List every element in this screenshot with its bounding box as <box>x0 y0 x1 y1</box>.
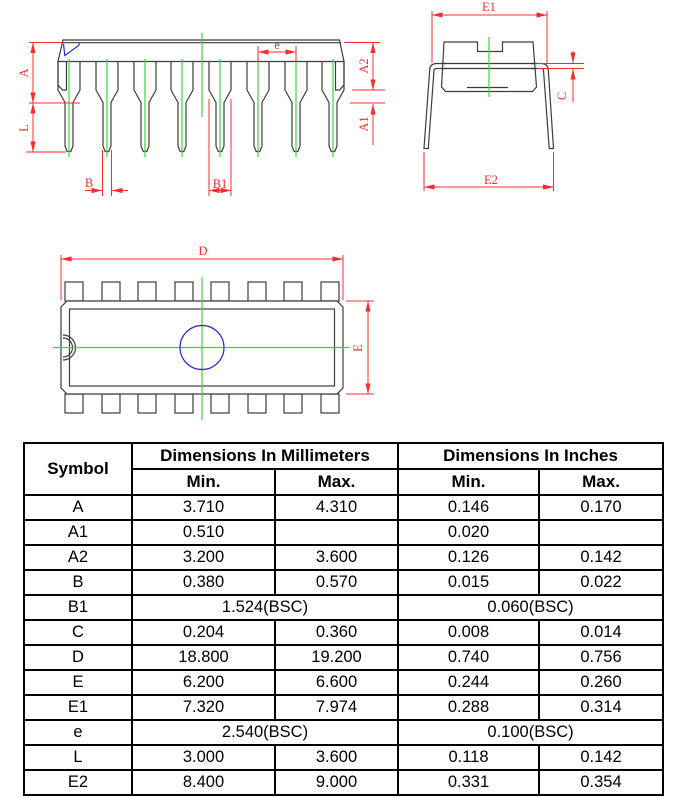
table-row <box>24 495 663 520</box>
col-header-inch: Dimensions In Inches <box>398 443 663 469</box>
cell-in-max: 0.354 <box>539 770 663 795</box>
dim-label-L: L <box>17 124 31 132</box>
cell-in-span: 0.100(BSC) <box>398 720 663 745</box>
col-header-in-max: Max. <box>539 469 663 495</box>
cell-in-max: 0.014 <box>539 620 663 645</box>
cell-mm-max: 0.360 <box>275 620 398 645</box>
table-row <box>24 770 663 795</box>
cell-mm-min: 0.510 <box>132 520 275 545</box>
cell-symbol: B <box>24 570 132 595</box>
cell-mm-min: 8.400 <box>132 770 275 795</box>
dim-label-E2: E2 <box>484 173 498 187</box>
table-row <box>24 570 663 595</box>
cell-mm-max: 0.570 <box>275 570 398 595</box>
lead-left <box>424 64 447 149</box>
col-header-symbol: Symbol <box>24 443 132 495</box>
cell-in-min: 0.331 <box>398 770 539 795</box>
table-row <box>24 545 663 570</box>
table-row <box>24 645 663 670</box>
cell-in-max: 0.260 <box>539 670 663 695</box>
dim-label-A1: A1 <box>357 116 371 132</box>
dim-label-A2: A2 <box>357 58 371 74</box>
cell-symbol: A <box>24 495 132 520</box>
cell-in-max: 0.142 <box>539 545 663 570</box>
cell-mm-max: 3.600 <box>275 745 398 770</box>
cell-symbol: e <box>24 720 132 745</box>
top-view <box>53 244 374 420</box>
cell-symbol: A2 <box>24 545 132 570</box>
side-view-body <box>58 40 344 90</box>
cell-symbol: E1 <box>24 695 132 720</box>
table-row <box>24 670 663 695</box>
cell-mm-min: 18.800 <box>132 645 275 670</box>
dim-label-B: B <box>84 176 94 190</box>
dim-label-E: E <box>351 344 365 352</box>
dimension-table <box>23 442 664 796</box>
dim-label-C: C <box>555 91 569 101</box>
col-header-mm-max: Max. <box>275 469 398 495</box>
header-row-1 <box>24 443 663 469</box>
cell-in-max: 0.142 <box>539 745 663 770</box>
lead-right <box>531 64 554 149</box>
cell-mm-max: 3.600 <box>275 545 398 570</box>
table-row-span <box>24 595 663 620</box>
dim-label-A: A <box>17 68 31 78</box>
table-row <box>24 620 663 645</box>
cell-mm-min: 0.380 <box>132 570 275 595</box>
cell-mm-max <box>275 520 398 545</box>
cell-mm-min: 3.710 <box>132 495 275 520</box>
body-end-cap-right <box>336 62 345 91</box>
dimension-table-wrap <box>23 442 662 796</box>
cell-in-min: 0.244 <box>398 670 539 695</box>
dim-label-E1: E1 <box>482 0 496 14</box>
cell-mm-max: 9.000 <box>275 770 398 795</box>
cell-mm-span: 2.540(BSC) <box>132 720 398 745</box>
col-header-mm-min: Min. <box>132 469 275 495</box>
cell-mm-min: 7.320 <box>132 695 275 720</box>
cell-mm-span: 1.524(BSC) <box>132 595 398 620</box>
cell-in-min: 0.288 <box>398 695 539 720</box>
cell-symbol: L <box>24 745 132 770</box>
cell-in-min: 0.008 <box>398 620 539 645</box>
cell-mm-min: 3.200 <box>132 545 275 570</box>
side-view-pins <box>58 59 344 157</box>
pin1-chamfer-mark <box>64 43 80 56</box>
cell-in-min: 0.126 <box>398 545 539 570</box>
dim-label-D: D <box>198 244 208 258</box>
cell-mm-min: 6.200 <box>132 670 275 695</box>
cell-in-min: 0.118 <box>398 745 539 770</box>
cell-mm-max: 6.600 <box>275 670 398 695</box>
cell-in-max: 0.022 <box>539 570 663 595</box>
table-row-span <box>24 720 663 745</box>
cell-in-span: 0.060(BSC) <box>398 595 663 620</box>
cell-symbol: E <box>24 670 132 695</box>
table-row <box>24 695 663 720</box>
cell-in-min: 0.020 <box>398 520 539 545</box>
cell-mm-max: 19.200 <box>275 645 398 670</box>
cell-in-min: 0.740 <box>398 645 539 670</box>
cell-symbol: E2 <box>24 770 132 795</box>
cell-symbol: D <box>24 645 132 670</box>
col-header-mm: Dimensions In Millimeters <box>132 443 398 469</box>
table-row <box>24 520 663 545</box>
cell-in-min: 0.146 <box>398 495 539 520</box>
cell-in-max <box>539 520 663 545</box>
cell-in-max: 0.314 <box>539 695 663 720</box>
side-view <box>17 33 385 196</box>
cell-symbol: B1 <box>24 595 132 620</box>
cell-symbol: C <box>24 620 132 645</box>
body-end-cap-left <box>58 62 67 91</box>
end-view <box>424 0 584 191</box>
dim-label-e: e <box>274 38 280 52</box>
cell-mm-max: 7.974 <box>275 695 398 720</box>
cell-mm-min: 3.000 <box>132 745 275 770</box>
table-row <box>24 745 663 770</box>
cell-symbol: A1 <box>24 520 132 545</box>
cell-in-max: 0.756 <box>539 645 663 670</box>
cell-in-min: 0.015 <box>398 570 539 595</box>
cell-mm-min: 0.204 <box>132 620 275 645</box>
col-header-in-min: Min. <box>398 469 539 495</box>
cell-mm-max: 4.310 <box>275 495 398 520</box>
cell-in-max: 0.170 <box>539 495 663 520</box>
dim-label-B1: B1 <box>212 177 228 191</box>
